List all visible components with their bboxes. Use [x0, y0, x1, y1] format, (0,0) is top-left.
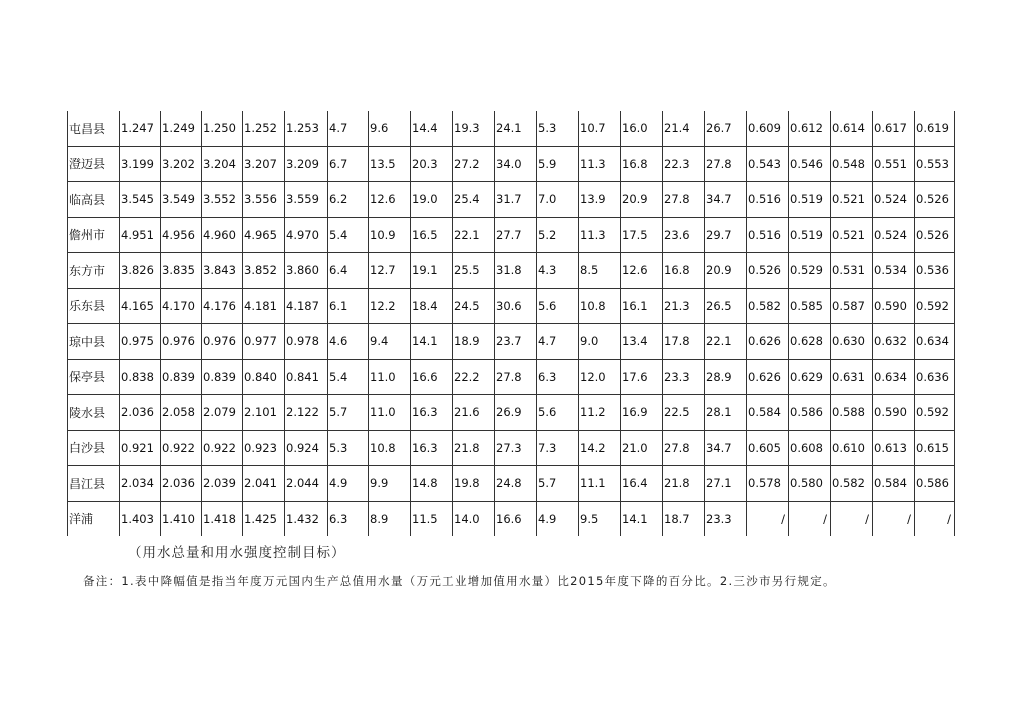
value-cell: 17.8: [663, 324, 705, 360]
value-cell: 4.3: [537, 253, 579, 289]
value-cell: 0.584: [873, 466, 915, 502]
value-cell: 2.122: [285, 395, 328, 431]
value-cell: 3.559: [285, 182, 328, 218]
value-cell: 0.526: [915, 217, 955, 253]
value-cell: 19.1: [411, 253, 453, 289]
value-cell: 24.5: [453, 288, 495, 324]
value-cell: 0.516: [747, 217, 789, 253]
value-cell: 12.6: [621, 253, 663, 289]
value-cell: 0.976: [202, 324, 243, 360]
table-row: [68, 182, 955, 218]
value-cell: 0.634: [915, 324, 955, 360]
value-cell: 16.4: [621, 466, 663, 502]
value-cell: 26.7: [705, 111, 747, 146]
value-cell: 1.425: [243, 501, 285, 536]
value-cell: 5.6: [537, 395, 579, 431]
table-row: [68, 111, 955, 146]
value-cell: 3.199: [120, 146, 161, 182]
value-cell: 31.7: [495, 182, 537, 218]
value-cell: 4.187: [285, 288, 328, 324]
value-cell: 22.1: [453, 217, 495, 253]
table-row: [68, 395, 955, 431]
value-cell: 27.8: [705, 146, 747, 182]
value-cell: 2.039: [202, 466, 243, 502]
value-cell: 0.636: [915, 359, 955, 395]
value-cell: 7.0: [537, 182, 579, 218]
value-cell: 3.202: [161, 146, 202, 182]
region-name-cell: 儋州市: [68, 217, 120, 253]
region-name-cell: 陵水县: [68, 395, 120, 431]
value-cell: 0.534: [873, 253, 915, 289]
value-cell: 31.8: [495, 253, 537, 289]
value-cell: 25.4: [453, 182, 495, 218]
value-cell: 9.4: [369, 324, 411, 360]
value-cell: /: [831, 501, 873, 536]
table-body: [68, 111, 955, 536]
value-cell: 16.8: [621, 146, 663, 182]
value-cell: 12.2: [369, 288, 411, 324]
value-cell: 3.545: [120, 182, 161, 218]
value-cell: 17.5: [621, 217, 663, 253]
value-cell: 4.176: [202, 288, 243, 324]
value-cell: 34.7: [705, 182, 747, 218]
value-cell: 0.590: [873, 288, 915, 324]
value-cell: 0.553: [915, 146, 955, 182]
value-cell: 0.922: [161, 430, 202, 466]
region-name-cell: 临高县: [68, 182, 120, 218]
value-cell: 0.839: [202, 359, 243, 395]
value-cell: 23.3: [663, 359, 705, 395]
value-cell: 0.630: [831, 324, 873, 360]
value-cell: 21.8: [663, 466, 705, 502]
value-cell: 4.9: [537, 501, 579, 536]
value-cell: 21.3: [663, 288, 705, 324]
value-cell: 1.253: [285, 111, 328, 146]
value-cell: 2.044: [285, 466, 328, 502]
value-cell: 0.629: [789, 359, 831, 395]
value-cell: 0.921: [120, 430, 161, 466]
value-cell: 4.9: [328, 466, 369, 502]
value-cell: 0.839: [161, 359, 202, 395]
value-cell: 2.036: [161, 466, 202, 502]
table-container: [67, 111, 955, 536]
value-cell: 0.924: [285, 430, 328, 466]
value-cell: 18.7: [663, 501, 705, 536]
value-cell: 16.3: [411, 395, 453, 431]
table-row: [68, 430, 955, 466]
value-cell: 6.3: [537, 359, 579, 395]
value-cell: 11.0: [369, 395, 411, 431]
value-cell: 3.204: [202, 146, 243, 182]
value-cell: 19.3: [453, 111, 495, 146]
value-cell: 8.5: [579, 253, 621, 289]
value-cell: 5.3: [328, 430, 369, 466]
value-cell: 13.9: [579, 182, 621, 218]
value-cell: 0.582: [747, 288, 789, 324]
value-cell: 4.956: [161, 217, 202, 253]
table-row: [68, 466, 955, 502]
value-cell: 0.626: [747, 359, 789, 395]
value-cell: 0.978: [285, 324, 328, 360]
value-cell: 27.8: [495, 359, 537, 395]
value-cell: 11.1: [579, 466, 621, 502]
value-cell: 0.543: [747, 146, 789, 182]
value-cell: 0.524: [873, 182, 915, 218]
value-cell: 5.9: [537, 146, 579, 182]
value-cell: 0.634: [873, 359, 915, 395]
value-cell: 4.7: [328, 111, 369, 146]
value-cell: 24.1: [495, 111, 537, 146]
value-cell: 1.403: [120, 501, 161, 536]
value-cell: 4.181: [243, 288, 285, 324]
value-cell: 0.546: [789, 146, 831, 182]
value-cell: 9.6: [369, 111, 411, 146]
value-cell: 0.588: [831, 395, 873, 431]
value-cell: 27.1: [705, 466, 747, 502]
value-cell: 24.8: [495, 466, 537, 502]
value-cell: 17.6: [621, 359, 663, 395]
value-cell: 9.9: [369, 466, 411, 502]
value-cell: 2.079: [202, 395, 243, 431]
value-cell: 0.521: [831, 217, 873, 253]
value-cell: 0.923: [243, 430, 285, 466]
value-cell: 27.3: [495, 430, 537, 466]
value-cell: 27.2: [453, 146, 495, 182]
value-cell: 9.0: [579, 324, 621, 360]
value-cell: 16.5: [411, 217, 453, 253]
value-cell: 0.536: [915, 253, 955, 289]
value-cell: 29.7: [705, 217, 747, 253]
value-cell: 22.3: [663, 146, 705, 182]
value-cell: 22.5: [663, 395, 705, 431]
value-cell: 19.8: [453, 466, 495, 502]
value-cell: 3.860: [285, 253, 328, 289]
value-cell: 20.9: [705, 253, 747, 289]
value-cell: 4.960: [202, 217, 243, 253]
value-cell: 14.1: [411, 324, 453, 360]
region-name-cell: 东方市: [68, 253, 120, 289]
value-cell: 1.410: [161, 501, 202, 536]
value-cell: 0.519: [789, 182, 831, 218]
value-cell: 0.582: [831, 466, 873, 502]
value-cell: 11.5: [411, 501, 453, 536]
value-cell: 0.526: [747, 253, 789, 289]
value-cell: 0.608: [789, 430, 831, 466]
table-row: [68, 501, 955, 536]
value-cell: /: [873, 501, 915, 536]
value-cell: 6.4: [328, 253, 369, 289]
value-cell: 0.580: [789, 466, 831, 502]
value-cell: 16.8: [663, 253, 705, 289]
value-cell: 0.516: [747, 182, 789, 218]
value-cell: 3.549: [161, 182, 202, 218]
value-cell: 7.3: [537, 430, 579, 466]
value-cell: 0.976: [161, 324, 202, 360]
value-cell: 12.7: [369, 253, 411, 289]
value-cell: 0.610: [831, 430, 873, 466]
value-cell: 27.8: [663, 430, 705, 466]
value-cell: 0.617: [873, 111, 915, 146]
value-cell: 5.6: [537, 288, 579, 324]
value-cell: 0.592: [915, 395, 955, 431]
value-cell: 0.521: [831, 182, 873, 218]
value-cell: 11.3: [579, 146, 621, 182]
value-cell: 5.4: [328, 217, 369, 253]
table-row: [68, 288, 955, 324]
value-cell: 6.2: [328, 182, 369, 218]
value-cell: 0.609: [747, 111, 789, 146]
value-cell: 0.584: [747, 395, 789, 431]
value-cell: 16.6: [411, 359, 453, 395]
value-cell: 21.8: [453, 430, 495, 466]
region-name-cell: 白沙县: [68, 430, 120, 466]
value-cell: 14.0: [453, 501, 495, 536]
value-cell: 19.0: [411, 182, 453, 218]
value-cell: 1.250: [202, 111, 243, 146]
value-cell: 3.552: [202, 182, 243, 218]
value-cell: 2.041: [243, 466, 285, 502]
value-cell: 4.951: [120, 217, 161, 253]
value-cell: 22.2: [453, 359, 495, 395]
value-cell: 5.4: [328, 359, 369, 395]
value-cell: 28.9: [705, 359, 747, 395]
value-cell: 0.841: [285, 359, 328, 395]
value-cell: /: [747, 501, 789, 536]
value-cell: 3.835: [161, 253, 202, 289]
value-cell: 10.7: [579, 111, 621, 146]
value-cell: 0.631: [831, 359, 873, 395]
table-row: [68, 324, 955, 360]
value-cell: 27.8: [663, 182, 705, 218]
value-cell: 14.2: [579, 430, 621, 466]
value-cell: 14.8: [411, 466, 453, 502]
value-cell: 10.8: [369, 430, 411, 466]
value-cell: 21.6: [453, 395, 495, 431]
value-cell: 4.7: [537, 324, 579, 360]
value-cell: 14.1: [621, 501, 663, 536]
value-cell: 26.5: [705, 288, 747, 324]
region-name-cell: 昌江县: [68, 466, 120, 502]
value-cell: 0.592: [915, 288, 955, 324]
value-cell: 8.9: [369, 501, 411, 536]
value-cell: 3.209: [285, 146, 328, 182]
value-cell: 14.4: [411, 111, 453, 146]
value-cell: 21.4: [663, 111, 705, 146]
value-cell: 0.578: [747, 466, 789, 502]
value-cell: 30.6: [495, 288, 537, 324]
value-cell: 0.519: [789, 217, 831, 253]
value-cell: 3.843: [202, 253, 243, 289]
value-cell: 2.034: [120, 466, 161, 502]
value-cell: 28.1: [705, 395, 747, 431]
value-cell: 18.4: [411, 288, 453, 324]
value-cell: 16.6: [495, 501, 537, 536]
value-cell: 0.585: [789, 288, 831, 324]
value-cell: 3.556: [243, 182, 285, 218]
value-cell: 20.9: [621, 182, 663, 218]
value-cell: 1.249: [161, 111, 202, 146]
value-cell: 3.852: [243, 253, 285, 289]
value-cell: 10.9: [369, 217, 411, 253]
value-cell: 27.7: [495, 217, 537, 253]
value-cell: 11.0: [369, 359, 411, 395]
value-cell: 0.524: [873, 217, 915, 253]
value-cell: 0.551: [873, 146, 915, 182]
value-cell: 5.3: [537, 111, 579, 146]
value-cell: 0.590: [873, 395, 915, 431]
region-name-cell: 屯昌县: [68, 111, 120, 146]
value-cell: 0.628: [789, 324, 831, 360]
value-cell: 1.432: [285, 501, 328, 536]
value-cell: 12.6: [369, 182, 411, 218]
value-cell: 0.531: [831, 253, 873, 289]
value-cell: 11.3: [579, 217, 621, 253]
value-cell: 0.586: [789, 395, 831, 431]
value-cell: 0.548: [831, 146, 873, 182]
region-name-cell: 洋浦: [68, 501, 120, 536]
value-cell: 0.586: [915, 466, 955, 502]
region-name-cell: 琼中县: [68, 324, 120, 360]
region-name-cell: 乐东县: [68, 288, 120, 324]
value-cell: 6.3: [328, 501, 369, 536]
value-cell: 20.3: [411, 146, 453, 182]
value-cell: 4.970: [285, 217, 328, 253]
value-cell: 1.418: [202, 501, 243, 536]
value-cell: 4.6: [328, 324, 369, 360]
value-cell: 0.975: [120, 324, 161, 360]
value-cell: 34.0: [495, 146, 537, 182]
value-cell: 1.252: [243, 111, 285, 146]
value-cell: 4.165: [120, 288, 161, 324]
value-cell: 6.1: [328, 288, 369, 324]
value-cell: 0.619: [915, 111, 955, 146]
value-cell: 23.7: [495, 324, 537, 360]
value-cell: 0.613: [873, 430, 915, 466]
value-cell: 16.3: [411, 430, 453, 466]
value-cell: 2.036: [120, 395, 161, 431]
value-cell: 3.207: [243, 146, 285, 182]
value-cell: 5.2: [537, 217, 579, 253]
value-cell: 25.5: [453, 253, 495, 289]
value-cell: 16.9: [621, 395, 663, 431]
water-control-table: [67, 111, 955, 536]
region-name-cell: 保亭县: [68, 359, 120, 395]
value-cell: 23.3: [705, 501, 747, 536]
value-cell: 6.7: [328, 146, 369, 182]
value-cell: 1.247: [120, 111, 161, 146]
value-cell: 26.9: [495, 395, 537, 431]
value-cell: 0.614: [831, 111, 873, 146]
value-cell: 5.7: [537, 466, 579, 502]
value-cell: 0.529: [789, 253, 831, 289]
footnote: 备注：1.表中降幅值是指当年度万元国内生产总值用水量（万元工业增加值用水量）比2015年度下降的百分比。2.三沙市另行规定。: [83, 574, 836, 588]
table-row: [68, 146, 955, 182]
table-row: [68, 217, 955, 253]
value-cell: 13.5: [369, 146, 411, 182]
value-cell: 4.965: [243, 217, 285, 253]
value-cell: 16.0: [621, 111, 663, 146]
value-cell: 9.5: [579, 501, 621, 536]
value-cell: 34.7: [705, 430, 747, 466]
value-cell: 16.1: [621, 288, 663, 324]
value-cell: 23.6: [663, 217, 705, 253]
value-cell: 0.838: [120, 359, 161, 395]
value-cell: 21.0: [621, 430, 663, 466]
value-cell: 0.605: [747, 430, 789, 466]
value-cell: 5.7: [328, 395, 369, 431]
table-row: [68, 359, 955, 395]
value-cell: 0.612: [789, 111, 831, 146]
table-caption: （用水总量和用水强度控制目标）: [128, 545, 346, 561]
value-cell: 0.587: [831, 288, 873, 324]
region-name-cell: 澄迈县: [68, 146, 120, 182]
value-cell: 12.0: [579, 359, 621, 395]
value-cell: 0.922: [202, 430, 243, 466]
value-cell: 0.840: [243, 359, 285, 395]
value-cell: 18.9: [453, 324, 495, 360]
value-cell: 4.170: [161, 288, 202, 324]
value-cell: /: [789, 501, 831, 536]
value-cell: 2.101: [243, 395, 285, 431]
value-cell: 0.632: [873, 324, 915, 360]
value-cell: 0.977: [243, 324, 285, 360]
value-cell: 3.826: [120, 253, 161, 289]
value-cell: 0.615: [915, 430, 955, 466]
value-cell: /: [915, 501, 955, 536]
value-cell: 22.1: [705, 324, 747, 360]
value-cell: 13.4: [621, 324, 663, 360]
value-cell: 2.058: [161, 395, 202, 431]
table-row: [68, 253, 955, 289]
value-cell: 11.2: [579, 395, 621, 431]
value-cell: 0.526: [915, 182, 955, 218]
value-cell: 10.8: [579, 288, 621, 324]
value-cell: 0.626: [747, 324, 789, 360]
